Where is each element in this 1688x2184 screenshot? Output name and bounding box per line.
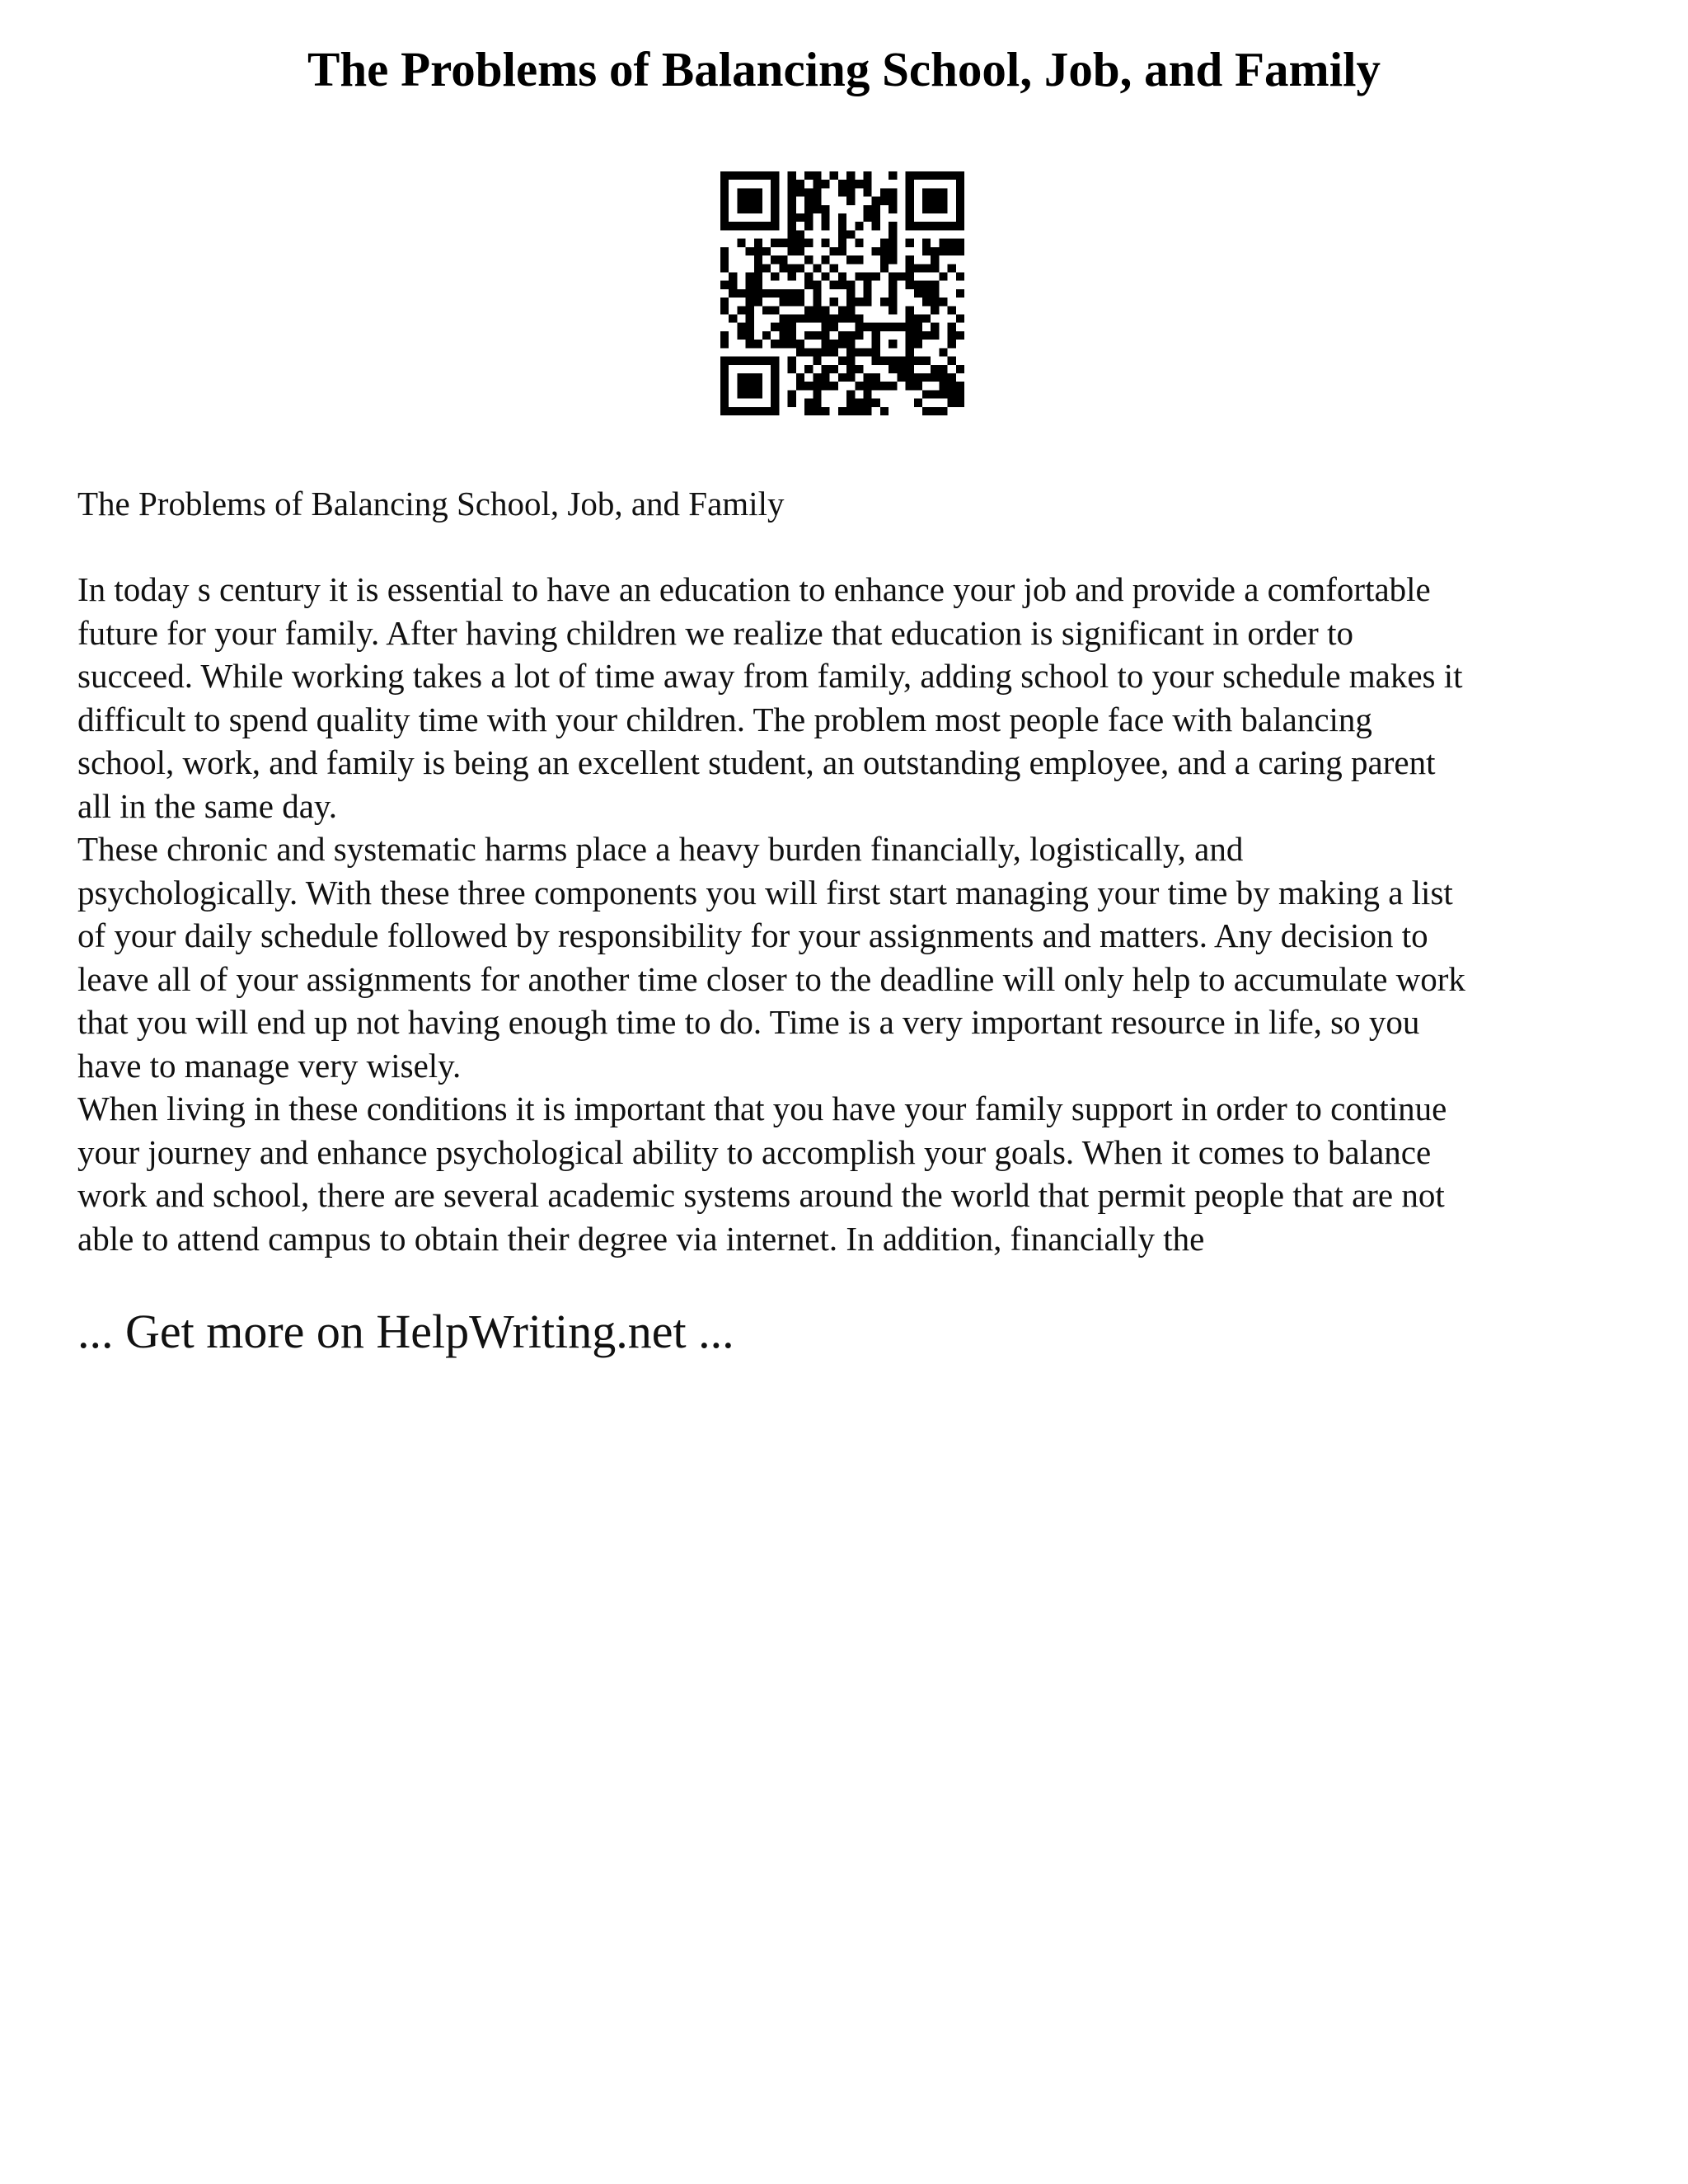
- paragraph-3: When living in these conditions it is important that you have your family support in order to continue your journey and enhance psychological ability to accomplish your goals. When it comes to balance work and school, there are several academic systems around the world that permit people that are not able to attend campus to obtain their degree via internet. In addition, financially the: [77, 1090, 1447, 1258]
- paragraph-2: These chronic and systematic harms place a heavy burden financially, logistically, and psychologically. With these three components you will first start managing your time by making a list of your daily schedule followed by responsibility for your assignments and matters. Any decision to leave all of your assignments for another time closer to the deadline will only help to accumulate work that you will end up not having enough time to do. Time is a very important resource in life, so you have to manage very wisely.: [77, 830, 1465, 1085]
- get-more-link[interactable]: ... Get more on HelpWriting.net ...: [77, 1305, 734, 1358]
- paragraph-1: In today s century it is essential to have an education to enhance your job and provide a comfortable future for your family. After having children we realize that education is significant in order to succeed. While working takes a lot of time away from family, adding school to your schedule makes it difficult to spend quality time with your children. The problem most people face with balancing school, work, and family is being an excellent student, an outstanding employee, and a caring parent all in the same day.: [77, 570, 1463, 825]
- qr-code-icon: [720, 171, 964, 415]
- document-body: [77, 480, 1627, 1361]
- document-subtitle: The Problems of Balancing School, Job, and Family: [77, 485, 785, 523]
- document-title: The Problems of Balancing School, Job, and Family: [307, 42, 1381, 96]
